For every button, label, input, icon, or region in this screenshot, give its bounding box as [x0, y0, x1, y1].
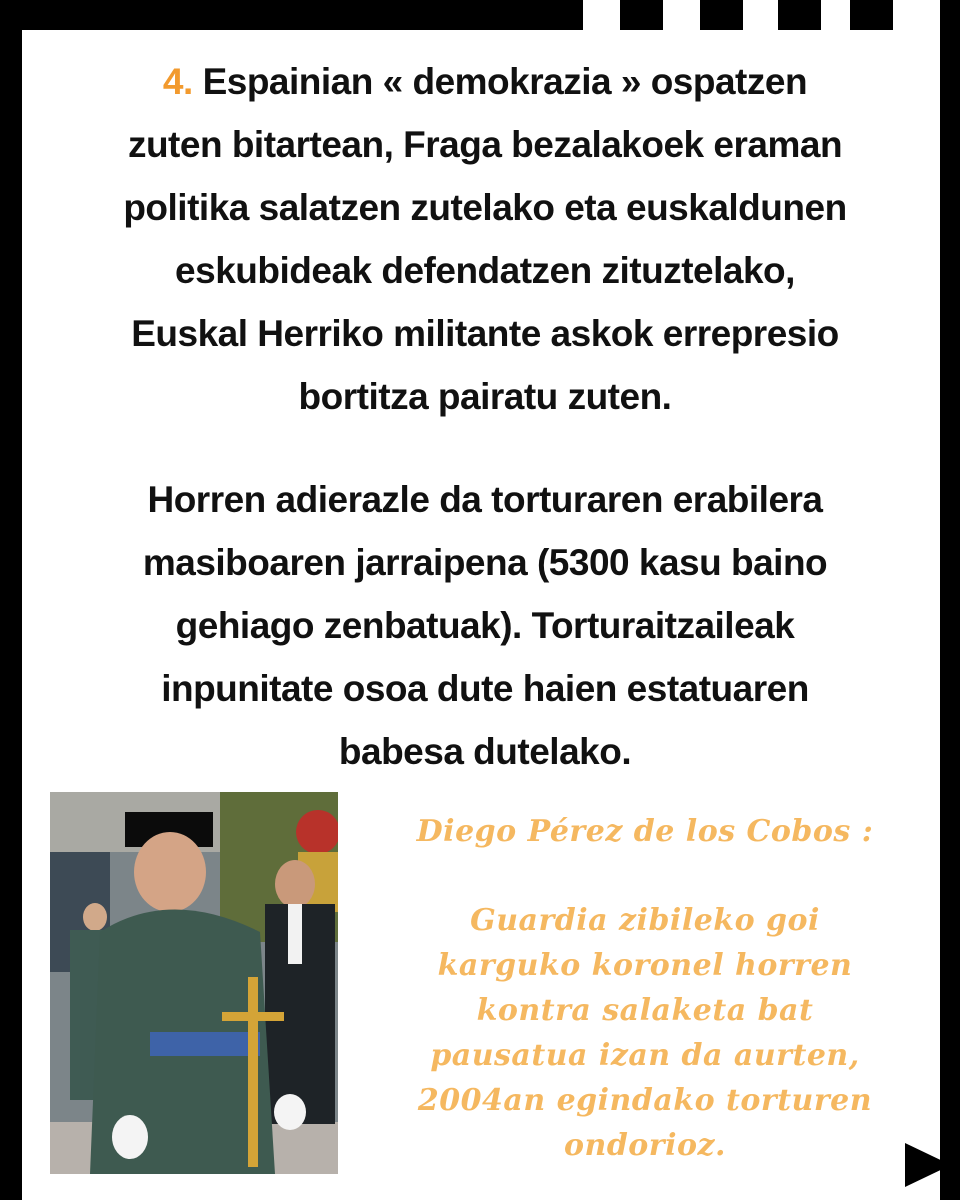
paragraph-line: Horren adierazle da torturaren erabilera — [147, 479, 823, 520]
paragraph-line: Euskal Herriko militante askok errepresio — [131, 313, 839, 354]
frame-top-border — [0, 0, 583, 30]
paragraph-line: bortitza pairatu zuten. — [298, 376, 672, 417]
checker-block — [620, 0, 663, 30]
paragraph-line: inpunitate osoa dute haien estatuaren — [161, 668, 809, 709]
paragraph-line: eskubideak defendatzen zituztelako, — [175, 250, 795, 291]
play-arrow-icon[interactable] — [905, 1143, 951, 1187]
caption-line: 2004an egindako torturen — [417, 1083, 873, 1118]
caption-title: Diego Pérez de los Cobos : — [416, 814, 874, 849]
caption-line: pausatua izan da aurten, — [430, 1038, 860, 1073]
caption-line: kontra salaketa bat — [476, 993, 814, 1028]
checker-block — [700, 0, 743, 30]
paragraph-line: zuten bitartean, Fraga bezalakoek eraman — [127, 124, 843, 165]
caption-line: karguko koronel horren — [437, 948, 853, 983]
paragraph-line: babesa dutelako. — [338, 731, 632, 772]
slide-number: 4. — [162, 61, 193, 102]
paragraph-line: masiboaren jarraipena (5300 kasu baino — [142, 542, 828, 583]
frame-left-border — [0, 0, 22, 1200]
caption-line: Guardia zibileko goi — [470, 903, 820, 938]
paragraph-line: gehiago zenbatuak). Torturaitzaileak — [175, 605, 795, 646]
paragraph-line: politika salatzen zutelako eta euskaldunen — [123, 187, 847, 228]
checker-block — [778, 0, 821, 30]
checker-block — [850, 0, 893, 30]
paragraph-line: 4. Espainian « demokrazia » ospatzen — [162, 61, 808, 102]
caption-line: ondorioz. — [564, 1128, 726, 1163]
paragraph-1 — [45, 50, 925, 428]
caption-body — [345, 898, 945, 1168]
officer-photo — [50, 792, 338, 1174]
paragraph-2 — [45, 468, 925, 783]
